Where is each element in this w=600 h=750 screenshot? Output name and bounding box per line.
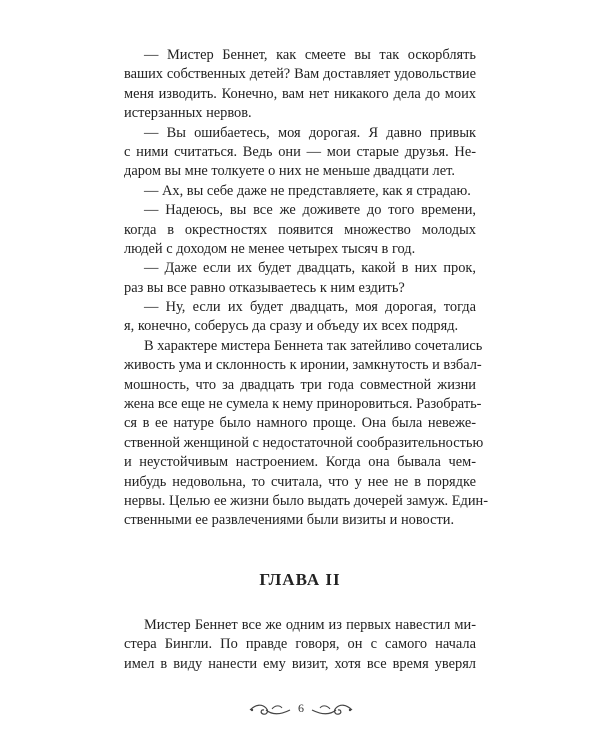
body-text [124, 46, 489, 531]
text-line: меня изводить. Конечно, вам нет никакого дела до моих [124, 85, 476, 102]
text-line: имел в виду нанести ему визит, хотя все время уверял [124, 655, 476, 672]
text-line: нибудь недовольна, то считала, что у нее не в порядке [124, 473, 476, 490]
text-line: даром вы мне толкуете о них не меньше двадцати лет. [124, 163, 455, 180]
chapter-text [124, 616, 476, 674]
text-line: — Вы ошибаетесь, моя дорогая. Я давно привык [144, 124, 476, 141]
text-line: когда в окрестностях появится множество молодых [124, 221, 476, 238]
text-line: Мистер Беннет все же одним из первых навестил ми- [144, 617, 476, 633]
text-line: ственными ее развлечениями были визиты и новости. [124, 512, 455, 529]
text-line: истерзанных нервов. [124, 105, 252, 122]
text-line: стера Бингли. По правде говоря, он с самого начала [124, 636, 476, 653]
scroll-flourish-right-icon [310, 700, 354, 720]
text-line: мошность, что за двадцать три года совместной жизни [124, 376, 476, 393]
text-line: — Даже если их будет двадцать, какой в них прок, [144, 260, 476, 277]
page-footer [0, 697, 600, 723]
text-line: В характере мистера Беннета так затейливо сочетались [144, 337, 483, 354]
text-line: я, конечно, соберусь да сразу и объеду их всех подряд. [124, 318, 459, 335]
text-line: ся в ее натуре было намного проще. Она была невеже- [124, 415, 476, 432]
text-line: жена все еще не сумела к нему приноровиться. Разобрать- [124, 396, 482, 413]
text-line: живость ума и склонность к иронии, замкнутость и взбал- [124, 357, 482, 374]
text-line: раз вы все равно отказываетесь к ним ездить? [124, 279, 405, 296]
text-line: — Ах, вы себе даже не представляете, как я страдаю. [144, 182, 471, 199]
text-line: нервы. Целью ее жизни было выдать дочерей замуж. Един- [124, 492, 489, 509]
scroll-flourish-left-icon [248, 700, 292, 720]
text-line: — Ну, если их будет двадцать, моя дорогая, тогда [144, 299, 476, 316]
chapter-heading: ГЛАВА II [259, 570, 341, 589]
text-line: — Мистер Беннет, как смеете вы так оскорблять [144, 47, 476, 63]
text-line: ваших собственных детей? Вам доставляет удовольствие [124, 66, 476, 83]
text-line: и неустойчивым настроением. Когда она бывала чем- [124, 454, 476, 471]
text-line: с ними считаться. Ведь они — мои старые друзья. Не- [124, 143, 476, 160]
text-line: ственной женщиной с недостаточной сообразительностью [124, 434, 484, 451]
text-line: — Надеюсь, вы все же доживете до того времени, [144, 202, 476, 219]
text-line: людей с доходом не менее четырех тысяч в год. [124, 240, 416, 257]
page-number: 6 [298, 701, 304, 715]
